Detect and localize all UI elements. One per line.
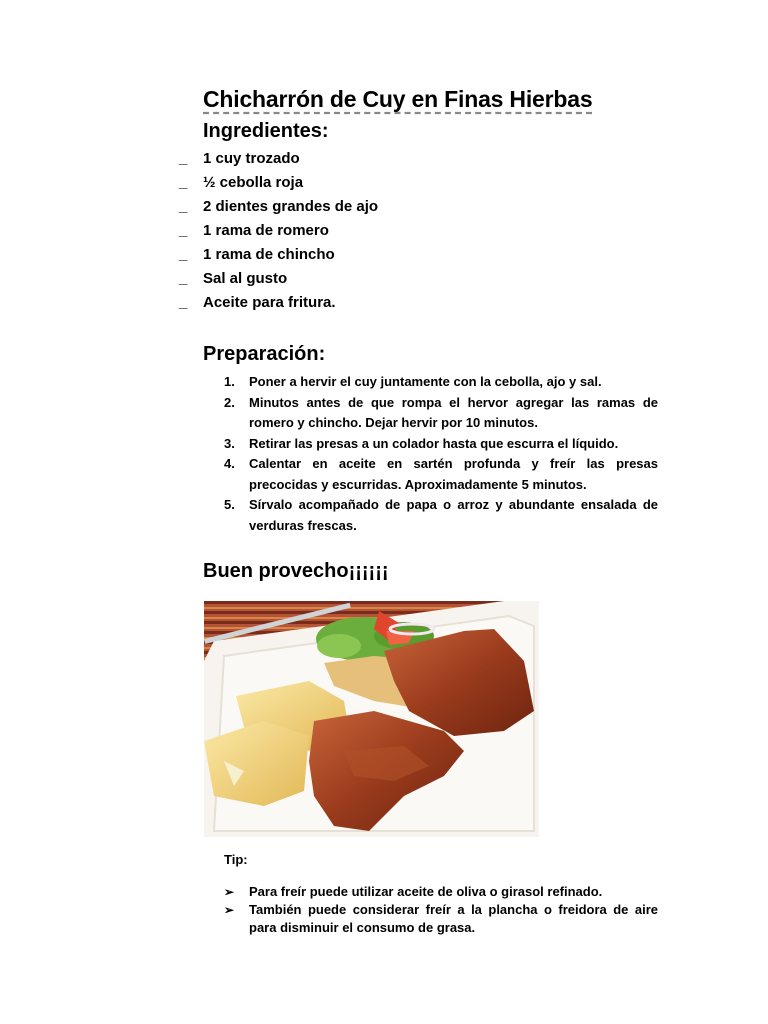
closing-heading: Buen provecho¡¡¡¡¡¡ bbox=[203, 560, 389, 582]
preparation-heading: Preparación: bbox=[203, 343, 326, 365]
step-text: Calentar en aceite en sartén profunda y freír las presas precocidas y escurridas. Aproximadamente 5 minutos. bbox=[249, 456, 658, 492]
bullet-marker: _ bbox=[179, 174, 188, 191]
ingredient-text: 1 cuy trozado bbox=[203, 150, 300, 167]
dish-illustration bbox=[204, 601, 539, 837]
ingredient-text: 2 dientes grandes de ajo bbox=[203, 198, 379, 215]
preparation-steps bbox=[203, 372, 658, 536]
recipe-title: Chicharrón de Cuy en Finas Hierbas bbox=[203, 86, 593, 112]
step-number: 3. bbox=[224, 435, 235, 451]
tip-item bbox=[224, 901, 658, 937]
step-item bbox=[203, 495, 658, 536]
step-number: 5. bbox=[224, 497, 235, 512]
arrow-bullet-icon: ➢ bbox=[224, 903, 235, 917]
step-item bbox=[203, 372, 658, 393]
step-text: Poner a hervir el cuy juntamente con la cebolla, ajo y sal. bbox=[249, 374, 602, 389]
tip-item bbox=[224, 883, 658, 901]
step-number: 2. bbox=[224, 394, 235, 410]
step-item bbox=[203, 454, 658, 495]
step-text: Sírvalo acompañado de papa o arroz y abundante ensalada de verduras frescas. bbox=[249, 497, 658, 533]
bullet-marker: _ bbox=[179, 294, 188, 311]
tip-text: Para freír puede utilizar aceite de oliva o girasol refinado. bbox=[249, 884, 603, 899]
step-item bbox=[203, 434, 658, 455]
ingredient-text: 1 rama de romero bbox=[203, 222, 329, 239]
step-number: 1. bbox=[224, 374, 235, 389]
step-text: Retirar las presas a un colador hasta que escurra el líquido. bbox=[249, 435, 619, 451]
step-number: 4. bbox=[224, 456, 235, 471]
bullet-marker: _ bbox=[179, 150, 188, 167]
bullet-marker: _ bbox=[179, 246, 188, 263]
ingredient-text: Sal al gusto bbox=[203, 270, 288, 287]
step-item bbox=[203, 393, 658, 434]
ingredients-heading: Ingredientes: bbox=[203, 120, 329, 142]
arrow-bullet-icon: ➢ bbox=[224, 885, 235, 899]
ingredient-text: 1 rama de chincho bbox=[203, 246, 335, 263]
step-text: Minutos antes de que rompa el hervor agregar las ramas de romero y chincho. Dejar hervir por 10 minutos. bbox=[249, 394, 658, 430]
bullet-marker: _ bbox=[179, 198, 188, 215]
dish-photo bbox=[204, 601, 539, 837]
bullet-marker: _ bbox=[179, 270, 188, 287]
tip-text: También puede considerar freír a la plancha o freidora de aire para disminuir el consumo de grasa. bbox=[249, 902, 658, 935]
bullet-marker: _ bbox=[179, 222, 188, 239]
tips-list bbox=[224, 883, 658, 937]
tip-label: Tip: bbox=[224, 852, 248, 867]
ingredient-text: ½ cebolla roja bbox=[203, 174, 304, 191]
ingredient-text: Aceite para fritura. bbox=[203, 294, 336, 311]
